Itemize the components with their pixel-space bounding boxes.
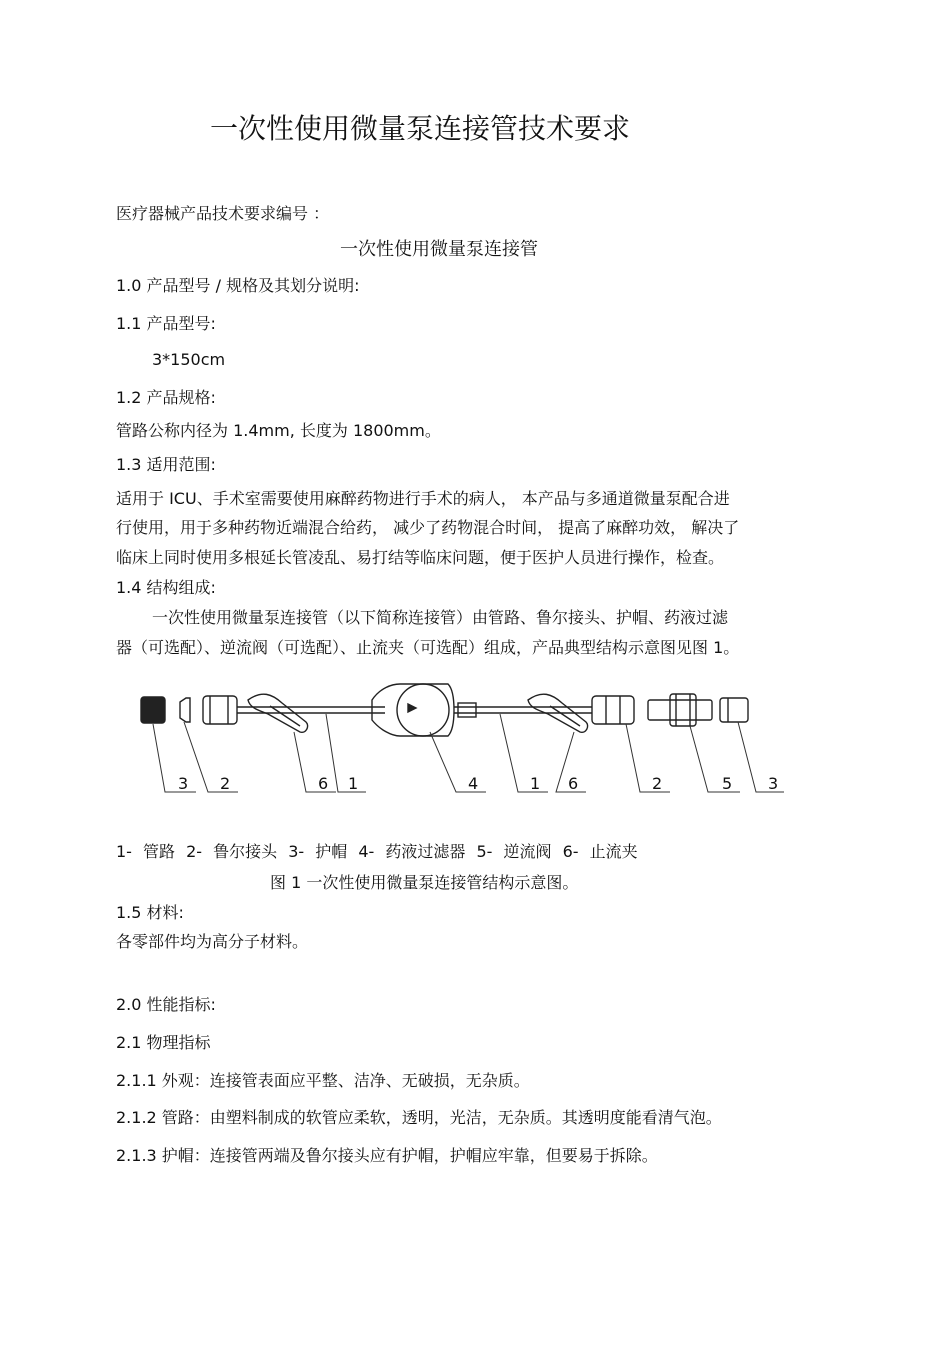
section-1-2: 1.2 产品规格:: [116, 388, 216, 407]
callout-label: 6: [568, 774, 579, 793]
callout-label: 5: [722, 774, 733, 793]
filter-disc: [397, 684, 449, 736]
section-1-1: 1.1 产品型号:: [116, 314, 216, 333]
structure-line-2: 器（可选配）、逆流阀（可选配）、止流夹（可选配）组成，产品典型结构示意图见图 1。: [116, 638, 740, 657]
protective-cap-right: [720, 698, 748, 722]
structure-line-1: 一次性使用微量泵连接管（以下简称连接管）由管路、鲁尔接头、护帽、药液过滤: [152, 608, 729, 627]
callout-label: 2: [652, 774, 663, 793]
section-1-0: 1.0 产品型号 / 规格及其划分说明:: [116, 276, 360, 295]
scope-line-1: 适用于 ICU、手术室需要使用麻醉药物进行手术的病人， 本产品与多通道微量泵配合进: [116, 489, 730, 508]
luer-connector-left: [180, 698, 190, 722]
figure-caption: 图 1 一次性使用微量泵连接管结构示意图。: [270, 873, 579, 892]
scope-line-2: 行使用，用于多种药物近端混合给药， 减少了药物混合时间， 提高了麻醉功效， 解决了: [116, 518, 740, 537]
product-code-label: 医疗器械产品技术要求编号 ：: [116, 204, 330, 223]
scope-line-3: 临床上同时使用多根延长管凌乱、易打结等临床问题，便于医护人员进行操作，检查。: [116, 548, 725, 567]
callout-label: 1: [348, 774, 359, 793]
figure-legend: 1- 管路 2- 鲁尔接头 3- 护帽 4- 药液过滤器 5- 逆流阀 6- 止流夹: [116, 842, 638, 861]
callout-label: 6: [318, 774, 329, 793]
luer-body-left: [203, 696, 237, 724]
luer-body-right: [592, 696, 634, 724]
section-1-3: 1.3 适用范围:: [116, 455, 216, 474]
callout-label: 3: [178, 774, 189, 793]
callout-label: 1: [530, 774, 541, 793]
section-2-0: 2.0 性能指标:: [116, 995, 216, 1014]
section-2-1-1: 2.1.1 外观：连接管表面应平整、洁净、无破损，无杂质。: [116, 1071, 530, 1090]
callout-label: 3: [768, 774, 779, 793]
materials-text: 各零部件均为高分子材料。: [116, 932, 309, 951]
section-2-1-3: 2.1.3 护帽：连接管两端及鲁尔接头应有护帽，护帽应牢靠，但要易于拆除。: [116, 1146, 658, 1165]
model-value: 3*150cm: [152, 350, 226, 369]
document-title: 一次性使用微量泵连接管技术要求: [210, 112, 631, 145]
section-2-1: 2.1 物理指标: [116, 1033, 211, 1052]
section-1-5: 1.5 材料:: [116, 903, 184, 922]
callout-label: 2: [220, 774, 231, 793]
protective-cap-left: [141, 697, 165, 723]
product-name: 一次性使用微量泵连接管: [340, 239, 538, 260]
section-1-4: 1.4 结构组成:: [116, 578, 216, 597]
callout-label: 4: [468, 774, 479, 793]
section-2-1-2: 2.1.2 管路：由塑料制成的软管应柔软，透明，光洁，无杂质。其透明度能看清气泡。: [116, 1108, 722, 1127]
spec-text: 管路公称内径为 1.4mm, 长度为 1800mm。: [116, 421, 441, 440]
structure-diagram: [0, 670, 950, 805]
check-valve: [648, 700, 712, 720]
